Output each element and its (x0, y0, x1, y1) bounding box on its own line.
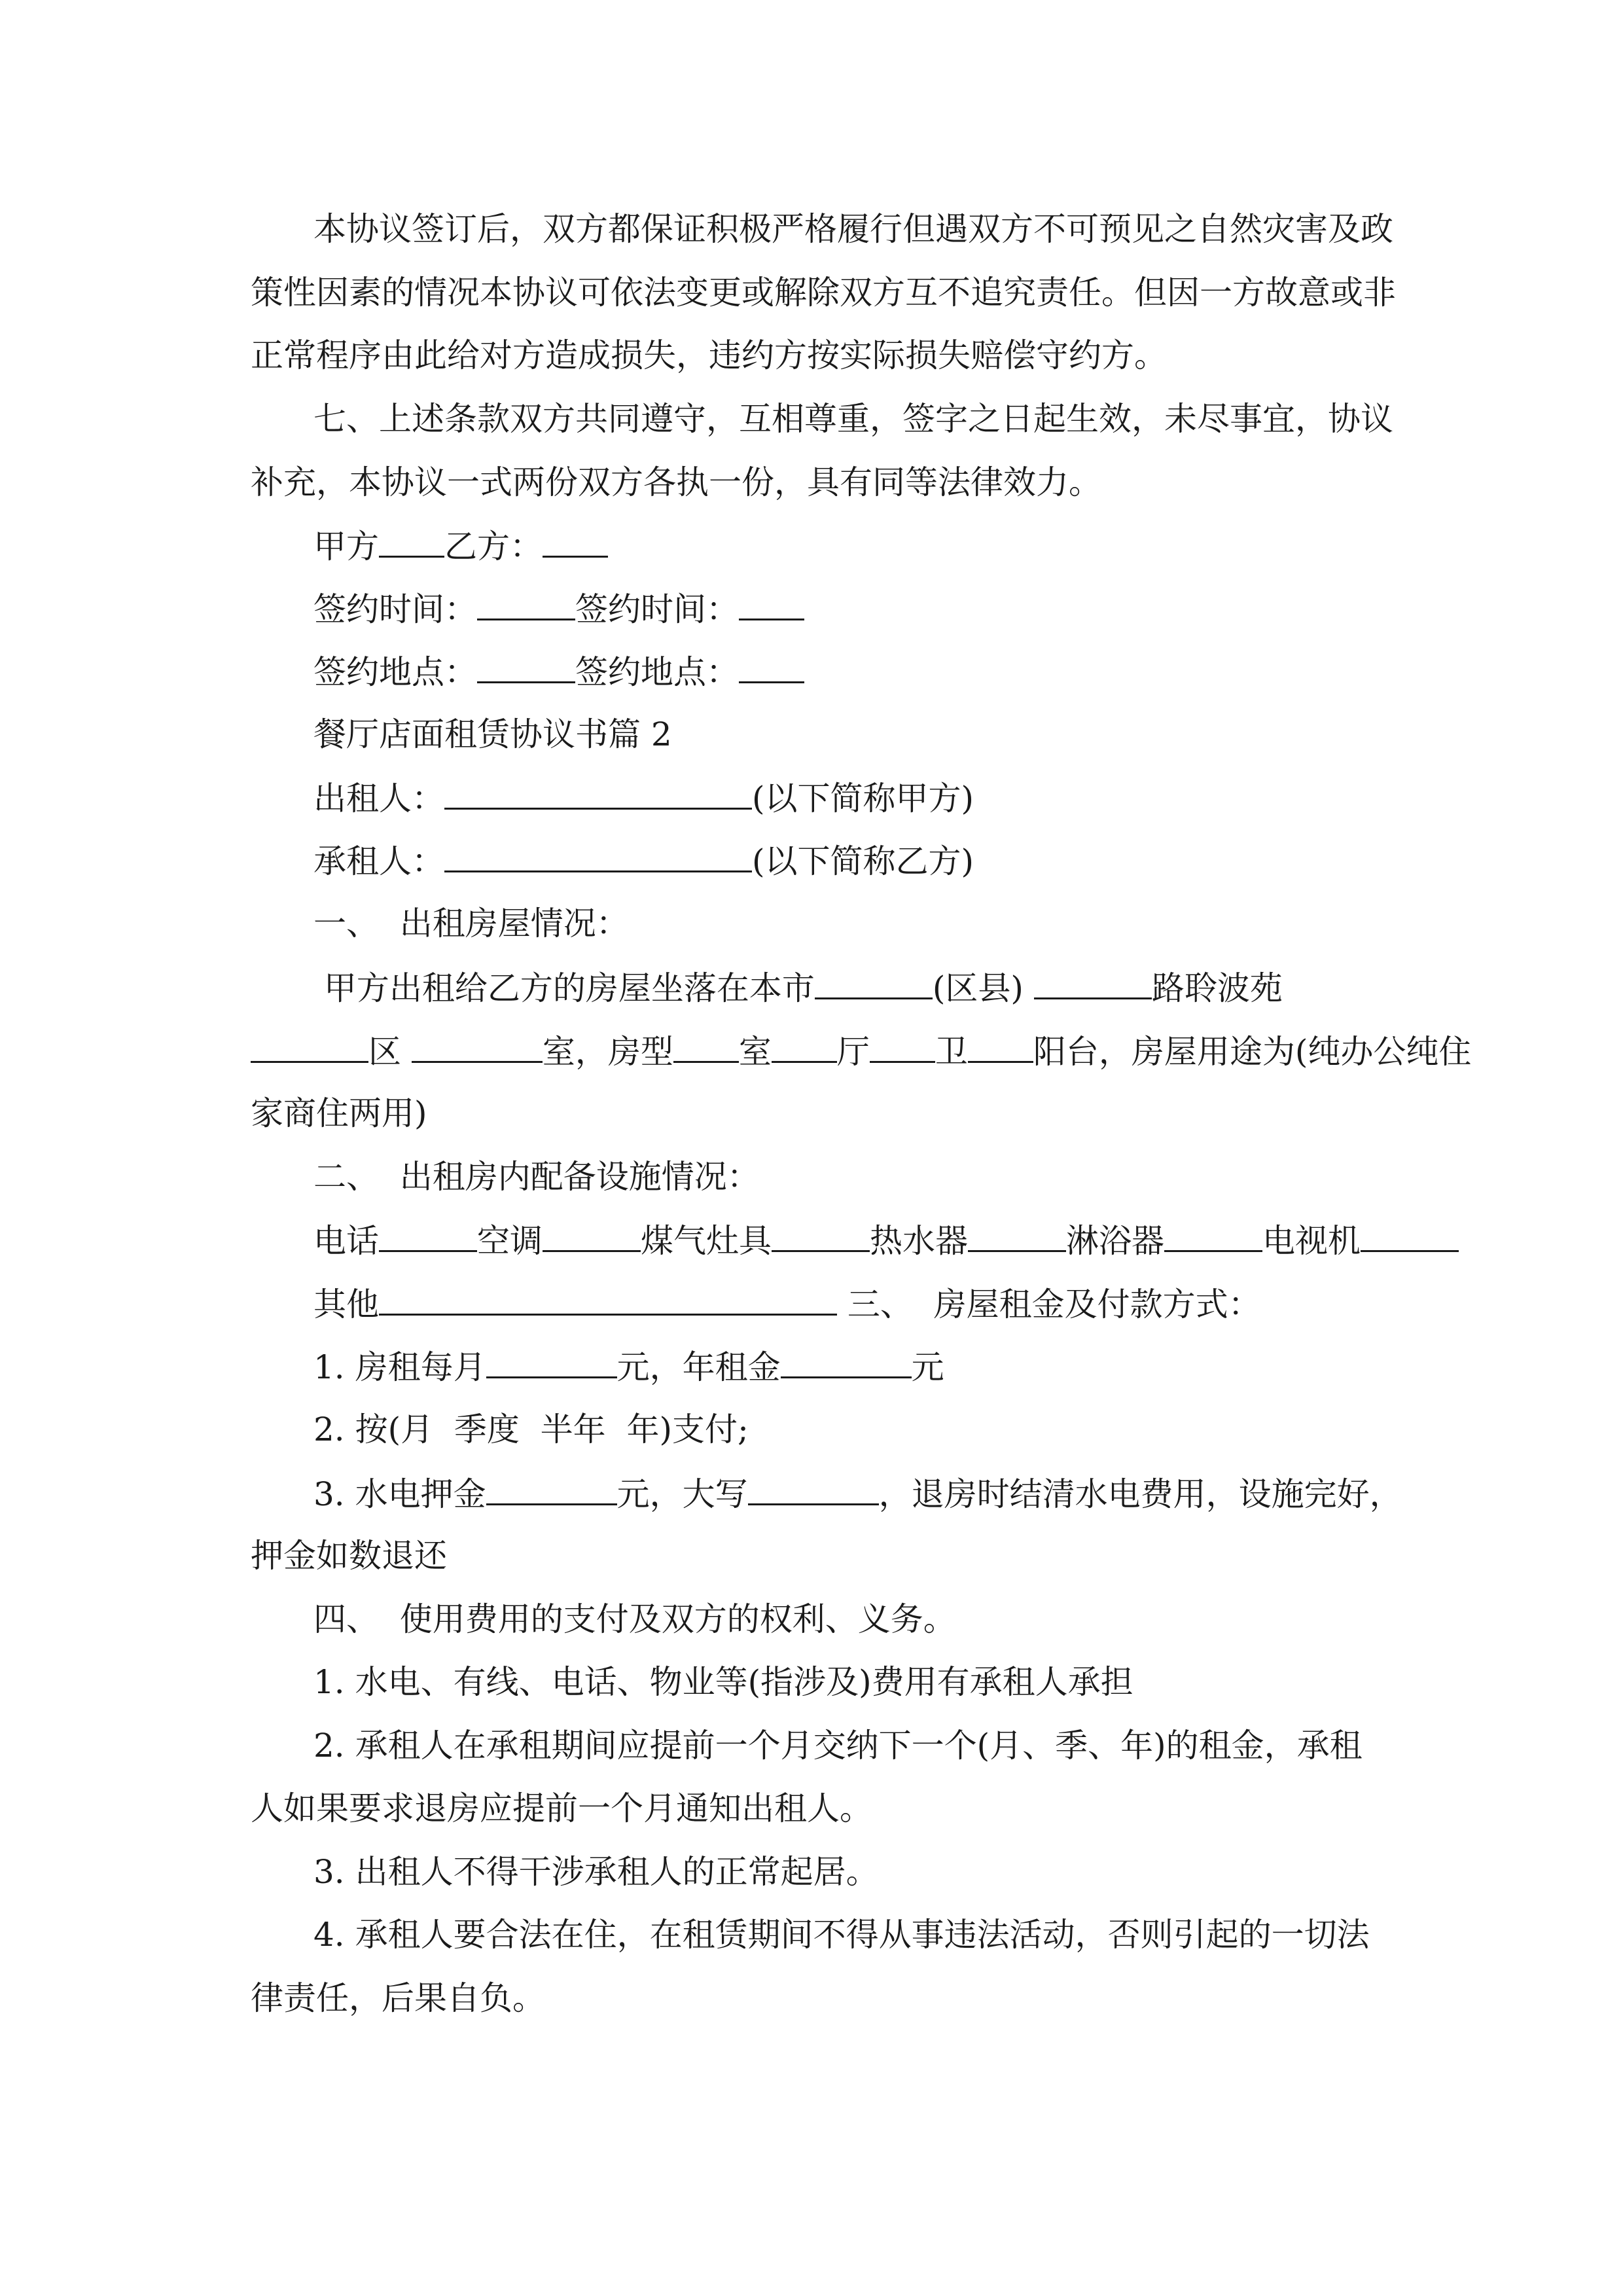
sign-place-b-label: 签约地点： (575, 653, 739, 691)
lessee-label: 承租人： (313, 842, 444, 880)
facility-heater: 热水器 (870, 1222, 968, 1260)
lessor-line (313, 778, 974, 817)
lessor-label: 出租人： (313, 780, 444, 817)
party-a-label: 甲方 (313, 528, 379, 565)
section-2-facilities-title: 二、 出租房内配备设施情况： (313, 1158, 760, 1196)
signature-time-line (313, 588, 804, 628)
deposit-terms: ，退房时结清水电费用，设施完好， (878, 1475, 1402, 1513)
baths-label: 卫 (935, 1033, 968, 1071)
baths-blank (870, 1031, 935, 1063)
facility-ac-blank (543, 1220, 641, 1252)
facility-phone: 电话 (313, 1222, 379, 1260)
facility-shower-blank (1164, 1220, 1262, 1252)
other-blank (379, 1283, 837, 1316)
sign-place-b-blank (739, 651, 804, 683)
lessor-blank (444, 778, 752, 810)
section-1-line-1 (313, 967, 1283, 1007)
annual-rent-blank (781, 1346, 912, 1378)
paragraph-1-line-3: 正常程序由此给对方造成损失，违约方按实际损失赔偿守约方。 (251, 336, 1167, 374)
district-blank (815, 967, 933, 999)
sign-time-a-blank (477, 588, 575, 620)
section-4-item-2-line-2: 人如果要求退房应提前一个月通知出租人。 (251, 1789, 872, 1827)
paragraph-1-line-1: 本协议签订后，双方都保证积极严格履行但遇双方不可预见之自然灾害及政 (313, 210, 1393, 248)
sign-time-a-label: 签约时间： (313, 590, 477, 628)
monthly-rent-blank (486, 1346, 617, 1378)
facility-ac: 空调 (477, 1222, 543, 1260)
sign-place-a-blank (477, 651, 575, 683)
section-1-title: 一、 出租房屋情况： (313, 905, 629, 942)
facility-phone-blank (379, 1220, 477, 1252)
section-2-title: 餐厅店面租赁协议书篇 2 (313, 715, 672, 753)
annual-rent-label: 元，年租金 (616, 1348, 781, 1386)
deposit-blank (486, 1473, 617, 1505)
facilities-line (313, 1220, 1459, 1259)
signature-place-line (313, 651, 804, 691)
monthly-rent-label: 1. 房租每月 (313, 1348, 486, 1386)
facility-stove-blank (772, 1220, 870, 1252)
party-a-blank (379, 526, 444, 558)
section-4-item-3: 3. 出租人不得干涉承租人的正常起居。 (313, 1853, 879, 1891)
party-b-blank (543, 526, 608, 558)
rooms-blank (673, 1031, 739, 1063)
halls-blank (772, 1031, 837, 1063)
facility-shower: 淋浴器 (1066, 1222, 1164, 1260)
lessee-blank (444, 840, 752, 872)
road-label: 路聆波苑 (1151, 969, 1283, 1007)
yuan-label: 元 (911, 1348, 944, 1386)
area-blank (251, 1031, 368, 1063)
facility-stove: 煤气灶具 (641, 1222, 772, 1260)
facility-tv: 电视机 (1262, 1222, 1361, 1260)
section-3-title: 三、 房屋租金及付款方式： (837, 1285, 1261, 1323)
deposit-capital-blank (748, 1473, 879, 1505)
room-no-blank (412, 1031, 543, 1063)
area-label: 区 (368, 1033, 412, 1071)
deposit-refund-line: 押金如数退还 (251, 1537, 447, 1575)
deposit-capital-label: 元，大写 (616, 1475, 748, 1513)
halls-label: 厅 (836, 1033, 870, 1071)
clause-7-line-1: 七、上述条款双方共同遵守，互相尊重，签字之日起生效，未尽事宜，协议 (313, 400, 1393, 438)
lessor-suffix: (以下简称甲方) (752, 780, 974, 817)
section-4-item-4-line-1: 4. 承租人要合法在住，在租赁期间不得从事违法活动，否则引起的一切法 (313, 1916, 1370, 1954)
facility-tv-blank (1361, 1220, 1459, 1252)
balcony-blank (968, 1031, 1033, 1063)
deposit-line (313, 1473, 1402, 1513)
rooms-label: 室 (738, 1033, 772, 1071)
signature-parties-line (313, 526, 608, 565)
section-4-item-2-line-1: 2. 承租人在承租期间应提前一个月交纳下一个(月、季、年)的租金，承租 (313, 1727, 1363, 1765)
deposit-label: 3. 水电押金 (313, 1475, 486, 1513)
payment-period-line: 2. 按(月 季度 半年 年)支付; (313, 1410, 749, 1448)
section-1-line-2 (251, 1031, 1471, 1070)
sign-time-b-blank (739, 588, 804, 620)
other-facilities-line (313, 1283, 1261, 1323)
rent-line (313, 1346, 944, 1386)
section-4-item-1: 1. 水电、有线、电话、物业等(指涉及)费用有承租人承担 (313, 1663, 1133, 1701)
section-1-line-3: 家商住两用) (251, 1094, 427, 1132)
sign-time-b-label: 签约时间： (575, 590, 739, 628)
party-b-label: 乙方： (444, 528, 543, 565)
facility-heater-blank (968, 1220, 1066, 1252)
paragraph-1-line-2: 策性因素的情况本协议可依法变更或解除双方互不追究责任。但因一方故意或非 (251, 274, 1396, 312)
lessee-suffix: (以下简称乙方) (752, 842, 974, 880)
layout-label: 室，房型 (542, 1033, 673, 1071)
district-label: (区县) (932, 969, 1034, 1007)
location-text: 甲方出租给乙方的房屋坐落在本市 (313, 969, 815, 1007)
other-label: 其他 (313, 1285, 379, 1323)
clause-7-line-2: 补充，本协议一式两份双方各执一份，具有同等法律效力。 (251, 463, 1101, 501)
road-blank (1034, 967, 1152, 999)
usage-label: 阳台，房屋用途为(纯办公纯住 (1033, 1033, 1472, 1071)
section-4-item-4-line-2: 律责任，后果自负。 (251, 1979, 545, 2017)
lessee-line (313, 840, 974, 880)
section-4-title: 四、 使用费用的支付及双方的权利、义务。 (313, 1600, 956, 1638)
sign-place-a-label: 签约地点： (313, 653, 477, 691)
